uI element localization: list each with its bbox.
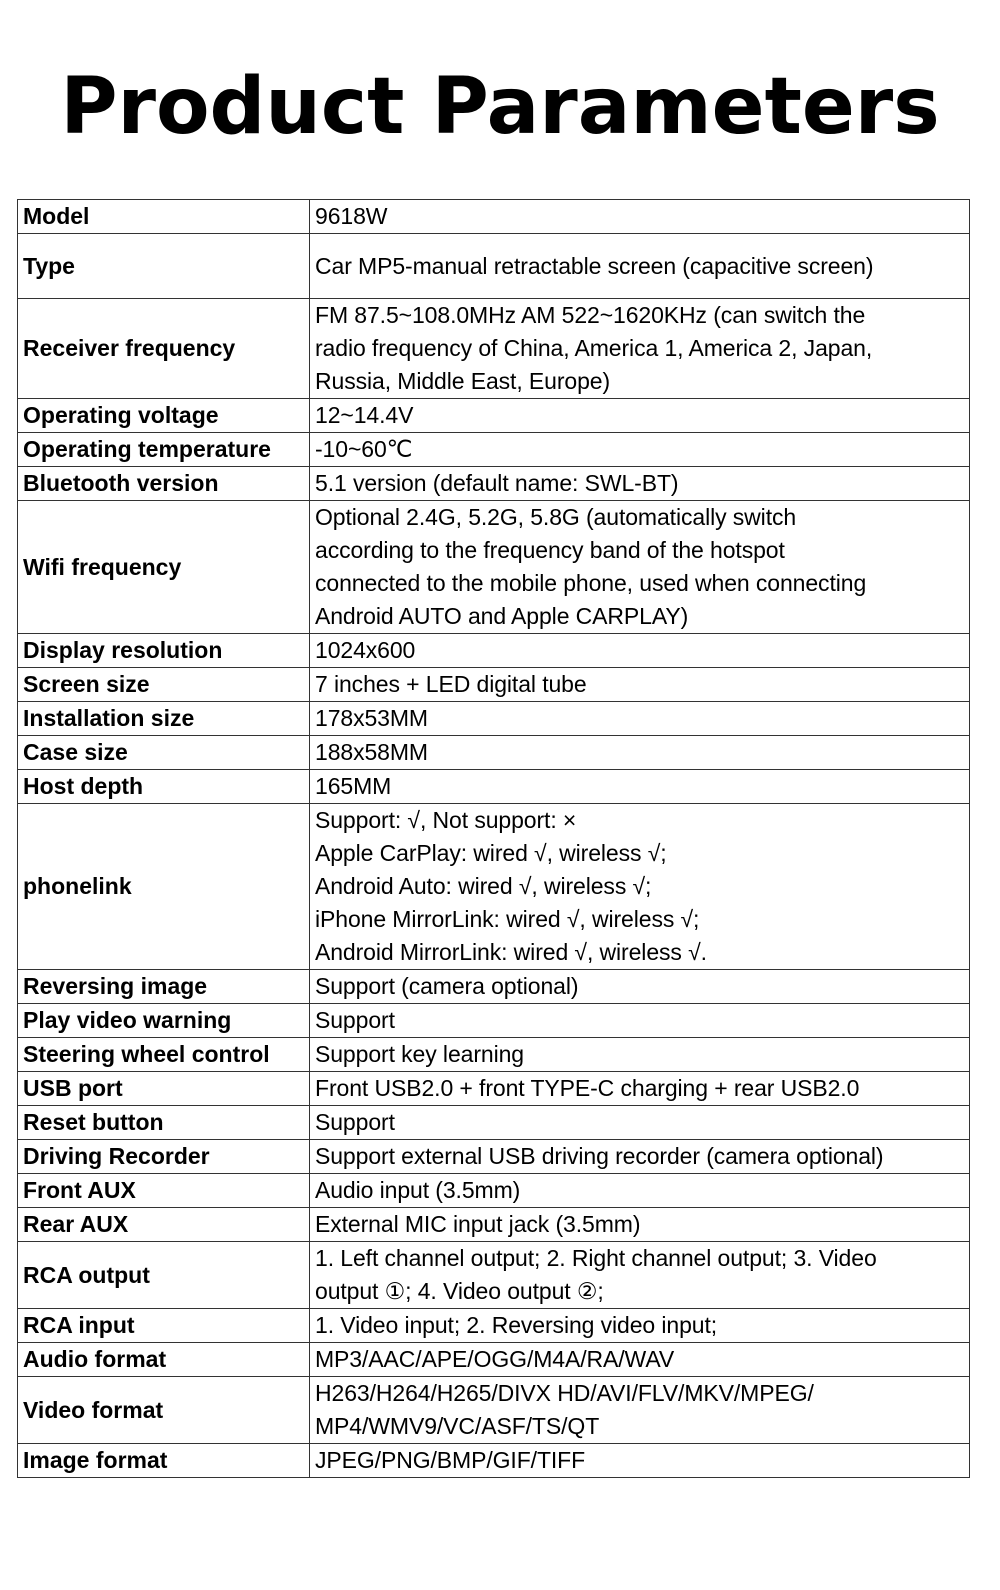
page-title: Product Parameters — [60, 62, 940, 152]
parameter-value — [310, 399, 970, 433]
parameter-value — [310, 1377, 970, 1444]
table-row — [18, 1242, 970, 1309]
value-line: Support key learning — [315, 1041, 524, 1067]
value-line: Front USB2.0 + front TYPE-C charging + rear USB2.0 — [315, 1075, 860, 1101]
parameter-label: Receiver frequency — [18, 299, 310, 399]
parameter-value — [310, 1309, 970, 1343]
parameter-value — [310, 668, 970, 702]
table-row — [18, 1038, 970, 1072]
parameter-label: USB port — [18, 1072, 310, 1106]
table-row — [18, 1444, 970, 1478]
value-line: Support — [315, 1109, 395, 1135]
parameter-label: Screen size — [18, 668, 310, 702]
table-row — [18, 736, 970, 770]
value-line: according to the frequency band of the hotspot — [315, 537, 785, 563]
table-row — [18, 1343, 970, 1377]
table-row — [18, 467, 970, 501]
parameter-label: Reset button — [18, 1106, 310, 1140]
value-line: 9618W — [315, 203, 388, 229]
value-line: 1. Left channel output; 2. Right channel output; 3. Video — [315, 1245, 877, 1271]
parameter-label: RCA output — [18, 1242, 310, 1309]
parameter-label: Steering wheel control — [18, 1038, 310, 1072]
table-row — [18, 1208, 970, 1242]
parameter-value — [310, 1140, 970, 1174]
table-row — [18, 501, 970, 634]
table-row — [18, 668, 970, 702]
value-line: Car MP5-manual retractable screen (capacitive screen) — [315, 252, 874, 279]
table-row — [18, 770, 970, 804]
value-line: FM 87.5~108.0MHz AM 522~1620KHz (can switch the — [315, 302, 866, 328]
table-row — [18, 1140, 970, 1174]
table-row — [18, 634, 970, 668]
value-line: Apple CarPlay: wired √, wireless √; — [315, 840, 667, 866]
table-row — [18, 804, 970, 970]
value-line: MP4/WMV9/VC/ASF/TS/QT — [315, 1413, 600, 1439]
parameter-value — [310, 1038, 970, 1072]
value-line: 1. Video input; 2. Reversing video input; — [315, 1312, 718, 1338]
parameter-label: Case size — [18, 736, 310, 770]
parameter-label: RCA input — [18, 1309, 310, 1343]
value-line: 1024x600 — [315, 637, 416, 663]
value-line: 188x58MM — [315, 739, 428, 765]
value-line: -10~60℃ — [315, 436, 413, 462]
table-row — [18, 200, 970, 234]
parameter-value — [310, 702, 970, 736]
parameter-label: Operating temperature — [18, 433, 310, 467]
parameter-value — [310, 234, 970, 299]
parameter-value — [310, 804, 970, 970]
parameter-label: Operating voltage — [18, 399, 310, 433]
parameter-value — [310, 1242, 970, 1309]
table-row — [18, 433, 970, 467]
parameter-value — [310, 1343, 970, 1377]
parameter-label: Image format — [18, 1444, 310, 1478]
parameter-value — [310, 1174, 970, 1208]
parameter-value — [310, 433, 970, 467]
parameter-label: Play video warning — [18, 1004, 310, 1038]
value-line: radio frequency of China, America 1, America 2, Japan, — [315, 335, 873, 361]
parameter-label: Installation size — [18, 702, 310, 736]
value-line: 5.1 version (default name: SWL-BT) — [315, 470, 679, 496]
parameter-value — [310, 1072, 970, 1106]
parameter-value — [310, 200, 970, 234]
table-row — [18, 1106, 970, 1140]
table-row — [18, 1174, 970, 1208]
parameter-label: Model — [18, 200, 310, 234]
value-line: Russia, Middle East, Europe) — [315, 368, 611, 394]
value-line: JPEG/PNG/BMP/GIF/TIFF — [315, 1447, 586, 1473]
parameter-label: Audio format — [18, 1343, 310, 1377]
parameter-label: Display resolution — [18, 634, 310, 668]
parameter-value — [310, 1004, 970, 1038]
parameter-value — [310, 1444, 970, 1478]
value-line: connected to the mobile phone, used when connecting — [315, 570, 867, 596]
parameter-label: Host depth — [18, 770, 310, 804]
parameter-label: Driving Recorder — [18, 1140, 310, 1174]
value-line: Optional 2.4G, 5.2G, 5.8G (automatically switch — [315, 504, 797, 530]
parameter-label: Reversing image — [18, 970, 310, 1004]
parameter-label: Video format — [18, 1377, 310, 1444]
parameter-label: Wifi frequency — [18, 501, 310, 634]
value-line: output ①; 4. Video output ②; — [315, 1278, 604, 1304]
value-line: H263/H264/H265/DIVX HD/AVI/FLV/MKV/MPEG/ — [315, 1380, 814, 1406]
parameter-value — [310, 467, 970, 501]
parameter-label: Rear AUX — [18, 1208, 310, 1242]
table-row — [18, 702, 970, 736]
parameter-value — [310, 299, 970, 399]
value-line: Android Auto: wired √, wireless √; — [315, 873, 652, 899]
table-row — [18, 399, 970, 433]
table-row — [18, 234, 970, 299]
value-line: 12~14.4V — [315, 402, 414, 428]
parameter-value — [310, 634, 970, 668]
parameter-label: Bluetooth version — [18, 467, 310, 501]
value-line: Support external USB driving recorder (camera optional) — [315, 1143, 884, 1169]
parameter-value — [310, 970, 970, 1004]
table-row — [18, 1004, 970, 1038]
parameter-value — [310, 1106, 970, 1140]
table-row — [18, 1072, 970, 1106]
value-line: Audio input (3.5mm) — [315, 1177, 521, 1203]
value-line: 178x53MM — [315, 705, 428, 731]
table-row — [18, 970, 970, 1004]
parameter-value — [310, 1208, 970, 1242]
table-row — [18, 1309, 970, 1343]
parameter-value — [310, 736, 970, 770]
value-line: External MIC input jack (3.5mm) — [315, 1211, 641, 1237]
parameter-value — [310, 501, 970, 634]
value-line: Android MirrorLink: wired √, wireless √. — [315, 939, 707, 965]
value-line: Support (camera optional) — [315, 973, 579, 999]
table-row — [18, 1377, 970, 1444]
value-line: iPhone MirrorLink: wired √, wireless √; — [315, 906, 700, 932]
parameter-value — [310, 770, 970, 804]
parameter-label: Type — [18, 234, 310, 299]
value-line: MP3/AAC/APE/OGG/M4A/RA/WAV — [315, 1346, 675, 1372]
parameter-label: Front AUX — [18, 1174, 310, 1208]
parameter-label: phonelink — [18, 804, 310, 970]
table-row — [18, 299, 970, 399]
value-line: 7 inches + LED digital tube — [315, 671, 587, 697]
value-line: Support: √, Not support: × — [315, 807, 577, 833]
value-line: Support — [315, 1007, 395, 1033]
value-line: Android AUTO and Apple CARPLAY) — [315, 603, 689, 629]
parameters-table — [17, 199, 970, 1478]
value-line: 165MM — [315, 773, 392, 799]
